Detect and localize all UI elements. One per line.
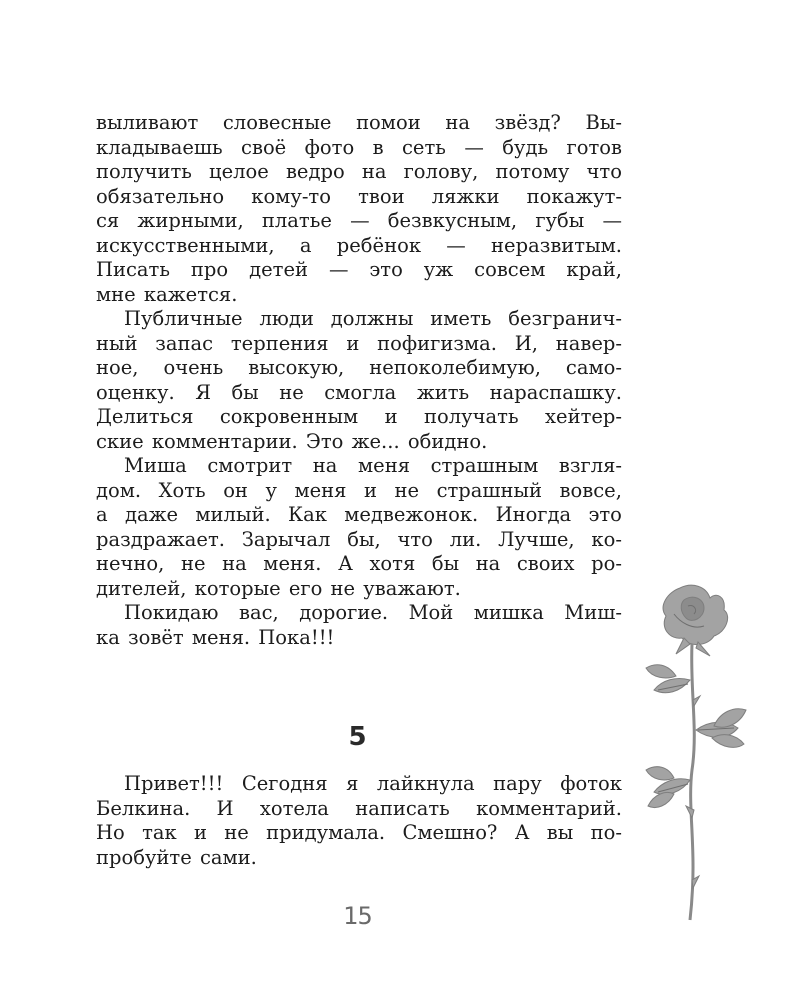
text-line: ские комментарии. Это же... обидно. bbox=[96, 429, 488, 453]
text-line: оценку. Я бы не смогла жить нараспашку. bbox=[96, 380, 622, 404]
text-line: Публичные люди должны иметь безгранич- bbox=[124, 307, 622, 330]
text-line: Белкина. И хотела написать комментарий. bbox=[96, 796, 622, 820]
paragraph-misha bbox=[96, 454, 622, 601]
text-line: ное, очень высокую, непоколебимую, само- bbox=[96, 356, 622, 379]
text-line: а даже милый. Как медвежонок. Иногда это bbox=[96, 503, 622, 526]
paragraph-goodbye bbox=[96, 601, 622, 650]
text-line: Миша смотрит на меня страшным взгля- bbox=[124, 454, 622, 477]
paragraph-continuation bbox=[96, 111, 622, 307]
text-line: дителей, которые его не уважают. bbox=[96, 576, 461, 600]
text-line: получить целое ведро на голову, потому что bbox=[96, 160, 622, 183]
text-line: дом. Хоть он у меня и не страшный вовсе, bbox=[96, 478, 622, 502]
text-line: раздражает. Зарычал бы, что ли. Лучше, ко- bbox=[96, 527, 622, 551]
text-line: Делиться сокровенным и получать хейтер- bbox=[96, 405, 622, 428]
page-number: 15 bbox=[343, 902, 372, 930]
rose-illustration-icon bbox=[640, 580, 750, 930]
paragraph-chapter-5 bbox=[96, 772, 622, 870]
chapter-number: 5 bbox=[348, 722, 367, 752]
text-line: Писать про детей — это уж совсем край, bbox=[96, 258, 622, 281]
text-line: ка зовёт меня. Пока!!! bbox=[96, 625, 335, 649]
text-line: Покидаю вас, дорогие. Мой мишка Миш- bbox=[124, 601, 622, 624]
text-line: ный запас терпения и пофигизма. И, навер- bbox=[96, 331, 622, 355]
text-line: ся жирными, платье — безвкусным, губы — bbox=[96, 209, 622, 232]
text-line: Привет!!! Сегодня я лайкнула пару фоток bbox=[124, 772, 622, 795]
text-line: Но так и не придумала. Смешно? А вы по- bbox=[96, 821, 622, 844]
paragraph-public-people bbox=[96, 307, 622, 454]
text-line: нечно, не на меня. А хотя бы на своих ро- bbox=[96, 552, 622, 575]
text-line: выливают словесные помои на звёзд? Вы- bbox=[96, 111, 622, 134]
text-line: обязательно кому-то твои ляжки покажут- bbox=[96, 184, 622, 208]
text-line: мне кажется. bbox=[96, 282, 238, 306]
text-line: пробуйте сами. bbox=[96, 845, 257, 869]
text-line: кладываешь своё фото в сеть — будь готов bbox=[96, 135, 622, 159]
text-line: искусственными, а ребёнок — неразвитым. bbox=[96, 233, 622, 257]
